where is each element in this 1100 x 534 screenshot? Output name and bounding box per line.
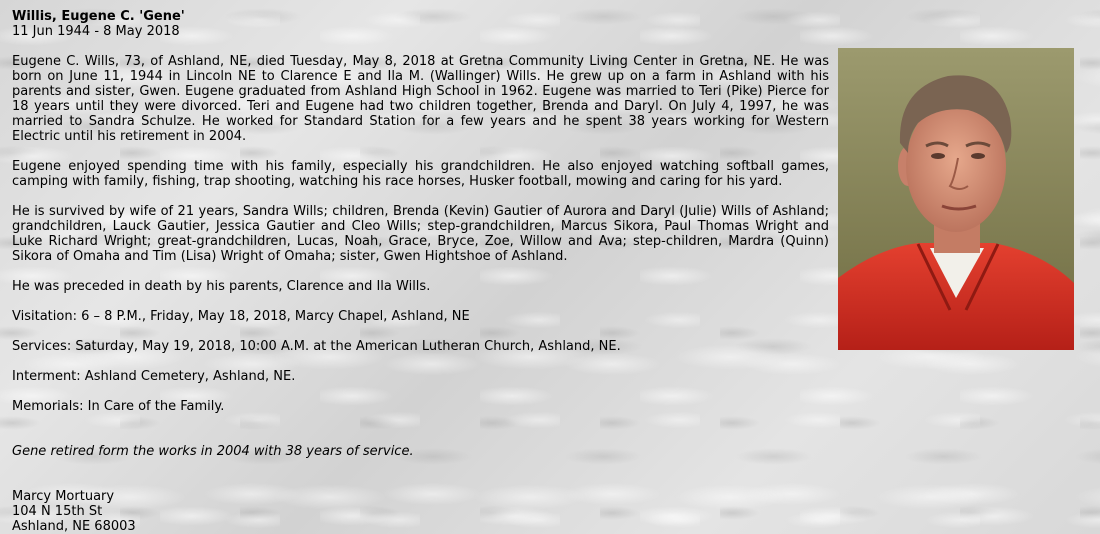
- obituary-content: [12, 9, 829, 534]
- obituary-name: Willis, Eugene C. 'Gene': [12, 9, 185, 24]
- obituary-memorials: Memorials: In Care of the Family.: [12, 399, 225, 414]
- obituary-paragraph-preceded: He was preceded in death by his parents, Clarence and Ila Wills.: [12, 279, 431, 294]
- obituary-interment: Interment: Ashland Cemetery, Ashland, NE.: [12, 369, 296, 384]
- obituary-visitation: Visitation: 6 – 8 P.M., Friday, May 18, 2018, Marcy Chapel, Ashland, NE: [12, 309, 470, 324]
- obituary-services: Services: Saturday, May 19, 2018, 10:00 A.M. at the American Lutheran Church, Ashland, NE.: [12, 339, 621, 354]
- mortuary-city: Ashland, NE 68003: [12, 519, 136, 534]
- portrait-photo: [838, 48, 1074, 350]
- mortuary-street: 104 N 15th St: [12, 504, 103, 519]
- portrait-illustration: [838, 48, 1074, 350]
- obituary-paragraph-survivors: He is survived by wife of 21 years, Sandra Wills; children, Brenda (Kevin) Gautier of Aurora and Daryl (Julie) Wills of Ashland; grandchildren, Lauck Gautier, Jessica Gautier and Cleo Wills; step-grandchildren, Marcus Sikora, Paul Thomas Wright and Luke Richard Wright; great-grandchildren, Lucas, Noah, Grace, Bryce, Zoe, Willow and Ava; step-children, Mardra (Quinn) Sikora of Omaha and Tim (Lisa) Wright of Omaha; sister, Gwen Hightshoe of Ashland.: [12, 204, 829, 264]
- mortuary-address: [12, 489, 829, 534]
- obituary-paragraph-hobbies: Eugene enjoyed spending time with his family, especially his grandchildren. He also enjoyed watching softball games, camping with family, fishing, trap shooting, watching his race horses, Husker football, mowing and caring for his yard.: [12, 159, 829, 189]
- obituary-paragraph-biography: Eugene C. Wills, 73, of Ashland, NE, died Tuesday, May 8, 2018 at Gretna Community Living Center in Gretna, NE. He was born on June 11, 1944 in Lincoln NE to Clarence E and Ila M. (Wallinger) Wills. He grew up on a farm in Ashland with his parents and sister, Gwen. Eugene graduated from Ashland High School in 1962. Eugene was married to Teri (Pike) Pierce for 18 years until they were divorced. Teri and Eugene had two children together, Brenda and Daryl. On July 4, 1997, he was married to Sandra Schulze. He worked for Standard Station for a few years and he spent 38 years working for Western Electric until his retirement in 2004.: [12, 54, 829, 144]
- mortuary-name: Marcy Mortuary: [12, 489, 115, 504]
- obituary-closing-note: Gene retired form the works in 2004 with 38 years of service.: [12, 444, 414, 459]
- obituary-dates: 11 Jun 1944 - 8 May 2018: [12, 24, 180, 39]
